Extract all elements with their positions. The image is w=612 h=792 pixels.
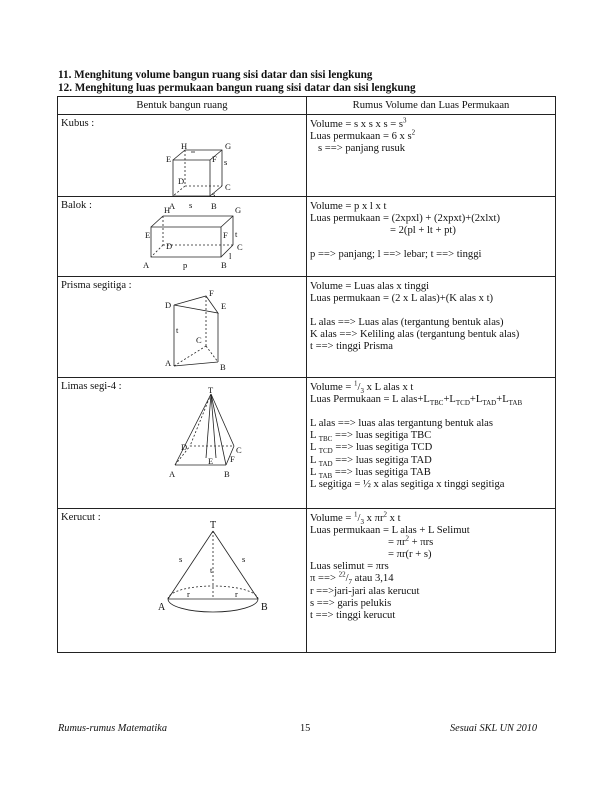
- edge-label: s: [224, 157, 228, 167]
- shape-name-balok: Balok :: [61, 200, 92, 211]
- vertex-label: B: [220, 362, 226, 372]
- vertex-label: T: [210, 520, 217, 531]
- vertex-label: B: [221, 260, 227, 270]
- edge-label: r: [235, 589, 238, 599]
- shape-cell-prisma: [58, 277, 307, 378]
- formula-cell-kerucut: [307, 509, 556, 653]
- formula-cell-limas: [307, 378, 556, 509]
- formula-line: K alas ==> Keliling alas (tergantung bentuk alas): [310, 329, 520, 341]
- formula-line: = πr(r + s): [388, 549, 432, 561]
- formula-line: L $_{TAB}$ ==> luas segitiga TAB: [310, 466, 431, 480]
- vertex-label: F: [223, 230, 228, 240]
- edge-label: s: [212, 189, 216, 199]
- cuboid-diagram: [58, 197, 307, 277]
- vertex-label: T: [208, 385, 214, 395]
- shape-name-kerucut: Kerucut :: [61, 512, 101, 523]
- formula-line: Luas permukaan = (2xpxl) + (2xpxt)+(2xlxt): [310, 213, 501, 225]
- vertex-label: G: [225, 141, 232, 151]
- formula-line: Volume = p x l x t: [310, 201, 387, 212]
- vertex-label: A: [143, 260, 150, 270]
- vertex-label: D: [165, 300, 172, 310]
- formula-line: Luas Permukaan = L $alas+L_{TBC}+L_{TCD}+L_{TAD}+L_{TAB}$: [310, 394, 523, 408]
- vertex-label: G: [235, 205, 242, 215]
- formula-line: Volume = $^1/_3$ x $\pi r^2$ x t: [310, 510, 401, 527]
- vertex-label: C: [237, 242, 243, 252]
- formula-line: t ==> tinggi Prisma: [310, 341, 393, 353]
- edge-label: t: [176, 325, 179, 335]
- section-heading-12: 12. Menghitung luas permukaan bangun ruang sisi datar dan sisi lengkung: [58, 82, 416, 94]
- vertex-label: F: [230, 454, 235, 464]
- shape-name-kubus: Kubus :: [61, 118, 95, 129]
- vertex-label: F: [212, 154, 217, 164]
- edge-label: l: [229, 251, 232, 261]
- cone-diagram: [58, 509, 307, 653]
- formula-line: = $\pi r^2 + \pi rs$: [388, 534, 434, 549]
- edge-label: p: [183, 260, 188, 270]
- edge-label: r: [187, 589, 190, 599]
- formula-line: t ==> tinggi kerucut: [310, 609, 396, 621]
- shape-cell-kerucut: [58, 509, 307, 653]
- vertex-label: H: [164, 205, 171, 215]
- vertex-label: C: [225, 182, 231, 192]
- formula-line: Luas permukaan = L alas + L Selimut: [310, 525, 470, 537]
- formula-line: Volume = Luas alas x tinggi: [310, 281, 430, 292]
- section-heading-11: 11. Menghitung volume bangun ruang sisi datar dan sisi lengkung: [58, 69, 373, 81]
- formula-line: L $_{TCD}$ ==> luas segitiga TCD: [310, 442, 433, 456]
- vertex-label: F: [209, 288, 214, 298]
- formula-line: p ==> panjang; l ==> lebar; t ==> tinggi: [310, 249, 482, 261]
- formula-line: r ==>jari-jari alas kerucut: [310, 585, 420, 597]
- vertex-label: A: [165, 358, 172, 368]
- vertex-label: B: [261, 602, 268, 613]
- formula-line: s ==> panjang rusuk: [318, 143, 406, 155]
- vertex-label: E: [145, 230, 151, 240]
- vertex-label: A: [169, 469, 176, 479]
- formula-line: Luas selimut = πrs: [310, 561, 389, 573]
- formula-cell-prisma: [307, 277, 556, 378]
- footer-subtitle: Sesuai SKL UN 2010: [450, 723, 538, 734]
- formula-line: Volume = s x s x $s = s^3$: [310, 116, 407, 130]
- vertex-label: H: [181, 141, 188, 151]
- vertex-label: C: [236, 445, 242, 455]
- formula-table: [57, 96, 556, 653]
- formula-line: Luas permukaan = (2 x L alas)+(K alas x t): [310, 293, 494, 305]
- formula-cell-kubus: [307, 115, 556, 197]
- edge-label: s: [179, 554, 183, 564]
- edge-label: t: [235, 229, 238, 239]
- vertex-label: D: [178, 176, 185, 186]
- formula-line: L $_{TBC}$ ==> luas segitiga TBC: [310, 430, 432, 444]
- shape-cell-limas: [58, 378, 307, 509]
- vertex-label: D: [181, 442, 188, 452]
- square-pyramid-diagram: [58, 378, 307, 509]
- vertex-label: B: [211, 201, 217, 211]
- vertex-label: E: [208, 456, 214, 466]
- formula-line: = 2(pl + lt + pt): [390, 225, 456, 237]
- formula-line: Volume = $^1/_3$ x L alas x t: [310, 379, 414, 396]
- formula-line: π ==> $^{22}/_7$ atau 3,14: [310, 570, 394, 587]
- formula-line: L $_{TAD}$ ==> luas segitiga TAD: [310, 454, 432, 468]
- formula-line: Luas permukaan = 6 x $s^2$: [310, 128, 416, 143]
- vertex-label: C: [196, 335, 202, 345]
- vertex-label: E: [166, 154, 172, 164]
- edge-label: s: [189, 200, 193, 210]
- formula-cell-balok: [307, 197, 556, 277]
- vertex-label: A: [169, 201, 176, 211]
- column-header-formula: Rumus Volume dan Luas Permukaan: [307, 97, 556, 115]
- edge-label: t: [210, 565, 213, 575]
- vertex-label: E: [221, 301, 227, 311]
- triangular-prism-diagram: [58, 277, 307, 378]
- formula-line: L alas ==> Luas alas (tergantung bentuk alas): [310, 317, 504, 329]
- edge-label: s: [242, 554, 246, 564]
- footer-title: Rumus-rumus Matematika: [58, 723, 167, 734]
- vertex-label: B: [224, 469, 230, 479]
- formula-line: L segitiga = ½ x alas segitiga x tinggi segitiga: [310, 478, 505, 490]
- formula-line: s ==> garis pelukis: [310, 597, 392, 609]
- vertex-label: D: [166, 241, 173, 251]
- shape-name-limas: Limas segi-4 :: [61, 381, 122, 392]
- shape-name-prisma: Prisma segitiga :: [61, 280, 132, 291]
- shape-cell-balok: [58, 197, 307, 277]
- page-number: 15: [300, 723, 311, 734]
- formula-line: L alas ==> luas alas tergantung bentuk alas: [310, 418, 493, 430]
- vertex-label: A: [158, 602, 166, 613]
- column-header-shape: Bentuk bangun ruang: [58, 97, 307, 115]
